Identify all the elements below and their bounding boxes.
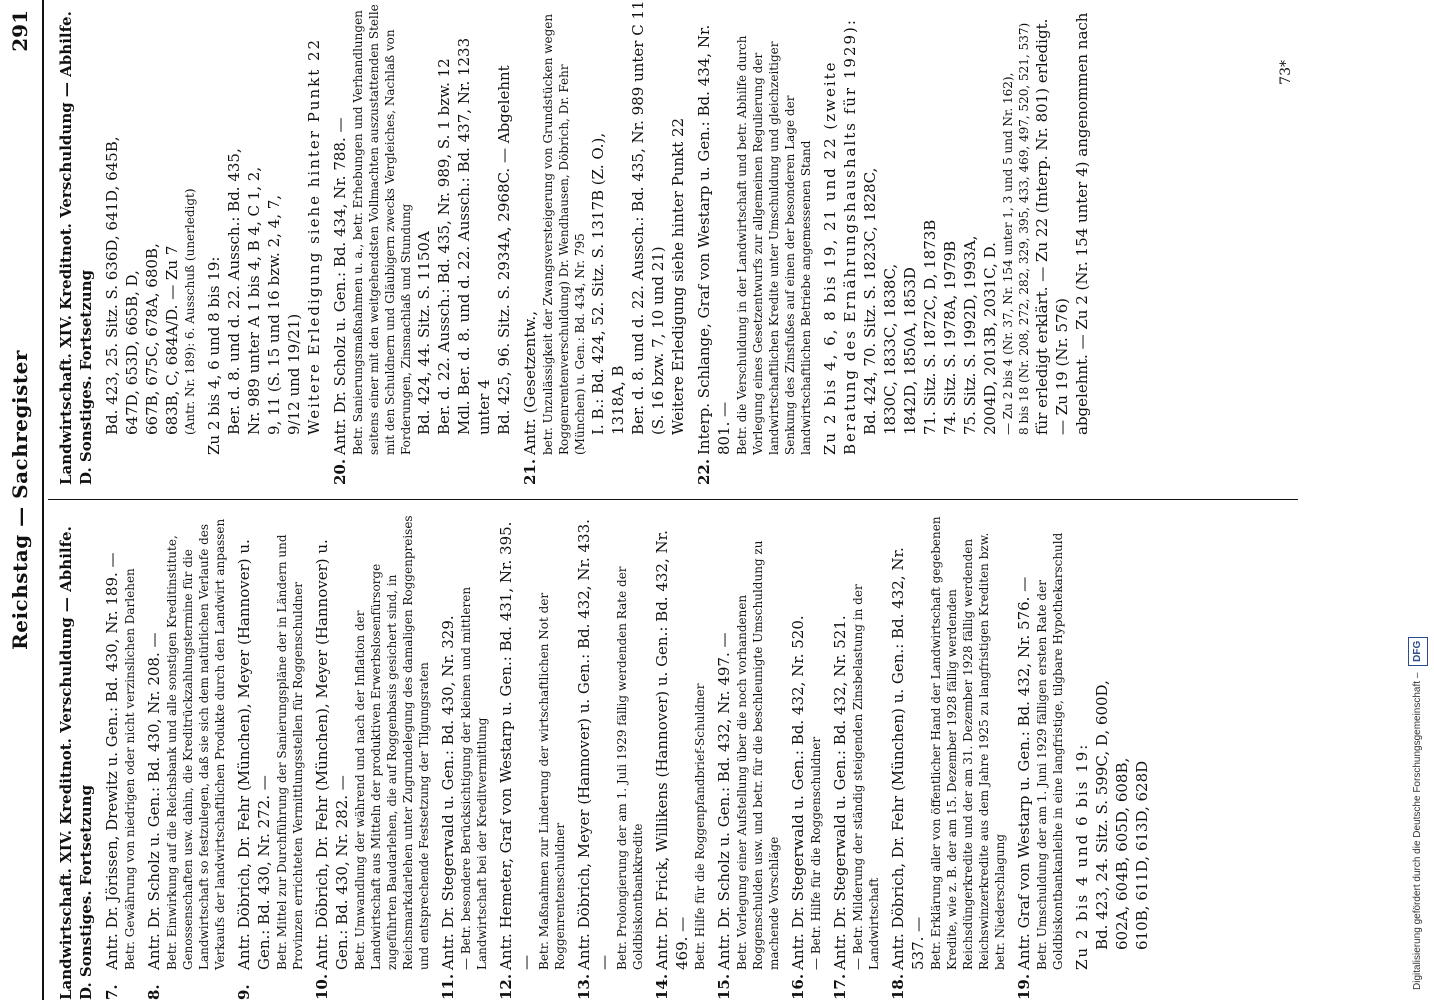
final-block [820,0,1092,485]
entry-betr: Betr. Prolongierung der am 1. Juli 1929 fällig werdenden Rate der Goldbiskontbankkredite [615,566,645,970]
register-entry [694,0,814,485]
entry-reference: I. B.: Bd. 424, 52. Sitz. S. 1317B (Z. O.), [589,132,607,435]
entry-reference: Bd. 425, 96. Sitz. S. 2934A, 2968C. — Abgelehnt [495,65,513,435]
entry-number: 21. [521,458,539,485]
entry-number: 11. [439,973,457,1000]
entry-reference: Bd. 424, 44. Sitz. S. 1150A [415,231,433,435]
entry-betr: — Betr. Hilfe für die Roggenschuldner [809,736,823,970]
entry-main: Antr. Dr. Scholz u. Gen.: Bd. 430, Nr. 208. — [145,632,163,970]
section-heading: Landwirtschaft. XIV. Kreditnot. Verschuldung — Abhilfe. D. Sonstiges. Fortsetzung [57,11,95,485]
register-entry [312,515,432,1000]
running-title: Reichstag — Sachregister [8,350,32,650]
intro-line: Bd. 423, 25. Sitz. S. 636D, 641D, 645B, [103,136,121,435]
tail-label: Zu 2 bis 4 und 6 bis 19: [1073,742,1091,970]
entry-main: Antr. Dr. Stegerwald u. Gen.: Bd. 432, Nr. 520. [789,615,807,970]
entry-number: 8. [145,984,163,1000]
register-entry [1014,515,1066,1000]
entry-number: 17. [831,973,849,1000]
left-tail [1072,515,1152,1000]
entry-number: 22. [695,458,713,485]
dfg-logo: DFG [1408,637,1428,666]
intro-line: (Antr. Nr. 189): 6. Ausschuß (unerledigt) [183,188,197,435]
register-entry [496,515,568,1000]
entry-number: 14. [653,973,671,1000]
final-line: für erledigt erklärt. — Zu 22 (Interp. Nr. 801) erledigt. — Zu 19 (Nr. 576) [1033,18,1071,435]
entry-number: 16. [789,973,807,1000]
entry-betr: Betr. Maßnahmen zur Linderung der wirtschaftlichen Not der Roggenrentenschuldner [537,592,567,970]
column-divider [48,499,1298,500]
entry-betr: Betr. Einwirkung auf die Reichsbank und alle sonstigen Kreditinstitute, Genossenschaften usw. dahin, die Kreditrückzahlungstermine für die Landwirtschaft so festzulegen, daß sie sich dem natürlichen Verlaufe des Verkaufs der landwirtschaftlichen Produkte durch den Landwirt anpassen [165,518,227,970]
entry-main: Interp. Schlange, Graf von Westarp u. Gen.: Bd. 434, Nr. 801. — [695,24,733,455]
entry-main: Antr. Hemeter, Graf von Westarp u. Gen.: Bd. 431, Nr. 395. — [497,521,535,970]
entry-reference: Ber. d. 22. Aussch.: Bd. 435, Nr. 989, S. 1 bzw. 12 [435,58,453,435]
final-line: — Zu 2 bis 4 (Nr. 37, Nr. 154 unter 1, 3 und 5 und Nr. 162), [1001,72,1015,435]
final-line: abgelehnt. — Zu 2 (Nr. 154 unter 4) angenommen nach [1073,12,1091,435]
header-rule [42,0,44,1000]
entry-main: Antr. (Gesetzentw., [521,311,539,455]
register-entry [714,515,782,1000]
entry-betr: betr. Unzulässigkeit der Zwangsversteigerung von Grundstücken wegen Roggenrentenverschuldung) Dr. Wendhausen, Döbrich, Dr. Fehr (München) u. Gen.: Bd. 434, Nr. 795 [541,13,587,455]
register-entry [438,515,490,1000]
entry-number: 19. [1015,973,1033,1000]
entry-main: Antr. Graf von Westarp u. Gen.: Bd. 432, Nr. 576. — [1015,576,1033,970]
left-column [56,515,1296,1000]
entry-number: 9. [235,984,253,1000]
side-note-label: Digitalisierung gefördert durch die Deutsche Forschungsgemeinschaft – [1412,672,1423,990]
zu-label: Zu 2 bis 4, 6 und 8 bis 19: [205,256,223,455]
entry-betr: — Betr. Milderung der ständig steigenden Zinsbelastung in der Landwirtschaft [851,584,881,970]
final-line: 74. Sitz. S. 1978A, 1979B [941,240,959,435]
entry-reference: Mdl. Ber. d. 8. und d. 22. Aussch.: Bd. 437, Nr. 1233 unter 4 [455,37,493,435]
side-note-text [1408,10,1428,990]
entry-betr: Betr. Umschuldung der am 1. Juni 1929 fälligen ersten Rate der Goldbiskontbankanleihe in eine langfristige, tilgbare Hypothekarschuld [1035,532,1065,970]
entry-reference: Ber. d. 8. und d. 22. Aussch.: Bd. 435, Nr. 989 unter C 11 (S. 16 bzw. 7, 10 und 21) [629,0,667,435]
entry-betr: Betr. Hilfe für die Roggenpfandbrief-Schuldner [693,683,707,970]
register-entry [102,515,138,1000]
tail-line: 610B, 611D, 613D, 628D [1133,760,1151,950]
final-line: 2004D, 2013B, 2031C, D. [981,242,999,435]
entry-betr: Betr. die Verschuldung in der Landwirtschaft und betr. Abhilfe durch Vorlegung eines Gesetzentwurfs zur allgemeinen Regulierung der landwirtschaftlichen Kredite unter Umschuldung und gleichzeitiger Senkung des Zinsfußes auf einen der besonderen Lage der landwirtschaftlichen Betriebe angemessenen Stand [735,35,813,455]
register-entry [788,515,824,1000]
final-line: 71. Sitz. S. 1872C, D, 1873B [921,219,939,435]
final-line: 1842D, 1850A, 1853D [901,267,919,435]
zu-line: 9/12 und 19/21) [285,313,303,435]
entry-main: Antr. Dr. Frick, Willikens (Hannover) u. Gen.: Bd. 432, Nr. 469. — [653,530,691,970]
register-entry [144,515,228,1000]
entry-main: Antr. Döbrich, Dr. Fehr (München), Meyer (Hannover) u. Gen.: Bd. 430, Nr. 272. — [235,539,273,970]
right-entries [330,0,814,485]
entry-betr: Betr. Erklärung aller von öffentlicher Hand der Landwirtschaft gegebenen Kredite, wie z. B. der am 15. Dezember 1928 fällig werdenden Reichsdüngerkredite und der am 31. Dezember 1928 fällig werdenden Reichswinzerkredite aus dem Jahre 1925 zu langfristigen Krediten bzw. betr. Niederschlagung [929,516,1007,970]
entry-main: Antr. Dr. Stegerwald u. Gen.: Bd. 430, Nr. 329. [439,615,457,970]
register-entry [888,515,1008,1000]
intro-block [102,0,198,485]
entry-betr: Betr. Mittel zur Durchführung der Sanierungspläne der in Ländern und Provinzen errichteten Vermittlungsstellen für Roggenschuldner [275,534,305,970]
entry-main: Antr. Döbrich, Meyer (Hannover) u. Gen.: Bd. 432, Nr. 433. — [575,519,613,970]
entry-number: 13. [575,973,593,1000]
tail-line: Bd. 423, 24. Sitz. S. 599C, D, 600D, [1093,680,1111,950]
left-entries [102,515,1066,1000]
register-entry [652,515,708,1000]
entry-betr: Betr. Gewährung von niedrigen oder nicht verzinslichen Darlehen [123,568,137,970]
register-entry [520,0,688,485]
entry-reference: 1318A, B [609,365,627,435]
footer-mark: 73* [1278,60,1294,85]
entry-main: Antr. Dr. Jörissen, Drewitz u. Gen.: Bd. 430, Nr. 189. — [103,552,121,970]
tail-line: 602A, 604B, 605D, 608B, [1113,757,1131,950]
entry-main: Antr. Dr. Scholz u. Gen.: Bd. 432, Nr. 497. — [715,632,733,970]
entry-betr: — Betr. besondere Berücksichtigung der kleinen und mittleren Landwirtschaft bei der Kreditvermittlung [459,586,489,970]
entry-number: 18. [889,973,907,1000]
entry-betr: Betr. Umwandlung der während und nach der Inflation der Landwirtschaft aus Mitteln der produktiven Erwerbslosenfürsorge zugeführten Baudarlehen, die auf Roggenbasis gesichert sind, in Reichsmarkdarlehen unter Zugrundelegung des damaligen Roggenpreises und entsprechende Festsetzung der Tilgungsraten [353,515,431,970]
final-line: Bd. 424, 70. Sitz. S. 1823C, 1828C, [861,167,879,435]
final-line: 8 bis 18 (Nr. 208, 272, 282, 329, 395, 433, 469, 497, 520, 521, 537) [1017,22,1031,435]
register-entry [574,515,646,1000]
zu-line: Weitere Erledigung siehe hinter Punkt 22 [305,37,323,435]
entry-reference: Weitere Erledigung siehe hinter Punkt 22 [669,117,687,435]
entry-number: 15. [715,973,733,1000]
final-line: 75. Sitz. S. 1992D, 1993A, [961,235,979,435]
register-entry [830,515,882,1000]
section-heading: Landwirtschaft. XIV. Kreditnot. Verschuldung — Abhilfe. D. Sonstiges. Fortsetzung [57,526,95,1000]
intro-line: 667B, 675C, 678A, 680B, [143,243,161,435]
zu-line: Ber. d. 8. und d. 22. Aussch.: Bd. 435, [225,148,243,435]
entry-number: 7. [103,984,121,1000]
entry-number: 20. [331,458,349,485]
zu-block [204,0,324,485]
entry-betr: Betr. Vorlegung einer Aufstellung über die noch vorhandenen Roggenschulden usw. und betr. für die beschleunigte Umschuldung zu machende Vorschläge [735,540,781,970]
intro-line: 683B, C, 684A/D. — Zu 7 [163,245,181,435]
final-label: Zu 2 bis 4, 6, 8 bis 19, 21 und 22 (zweite Beratung des Ernährungshaushalts für 1929): [821,18,859,455]
entry-main: Antr. Döbrich, Dr. Fehr (München), Meyer (Hannover) u. Gen.: Bd. 430, Nr. 282. — [313,539,351,970]
entry-main: Antr. Dr. Scholz u. Gen.: Bd. 434, Nr. 788. — [331,117,349,455]
final-line: 1830C, 1833C, 1838C, [881,263,899,435]
entry-main: Antr. Döbrich, Dr. Fehr (München) u. Gen.: Bd. 432, Nr. 537. — [889,547,927,970]
page-number: 291 [8,10,32,52]
entry-betr: Betr. Sanierungsmaßnahmen u. a., betr. Erhebungen und Verhandlungen seitens einer mit den weitgehendsten Vollmachten auszustattenden Stelle mit den Schuldnern und Gläubigern zwecks Vergleiches, Nachlaß von Forderungen, Zinsnachlaß und Stundung [351,4,413,455]
right-column [56,0,1296,485]
entry-number: 10. [313,973,331,1000]
intro-line: 647D, 653D, 665B, D, [123,270,141,435]
zu-line: 9, 11 (S. 15 und 16 bzw. 2, 4, 7, [265,194,283,435]
entry-number: 12. [497,973,515,1000]
register-entry [330,0,514,485]
register-entry [234,515,306,1000]
zu-line: Nr. 989 unter A 1 bis 4, B 4, C 1, 2, [245,166,263,435]
entry-main: Antr. Dr. Stegerwald u. Gen.: Bd. 432, Nr. 521. [831,615,849,970]
side-note [1408,10,1428,990]
